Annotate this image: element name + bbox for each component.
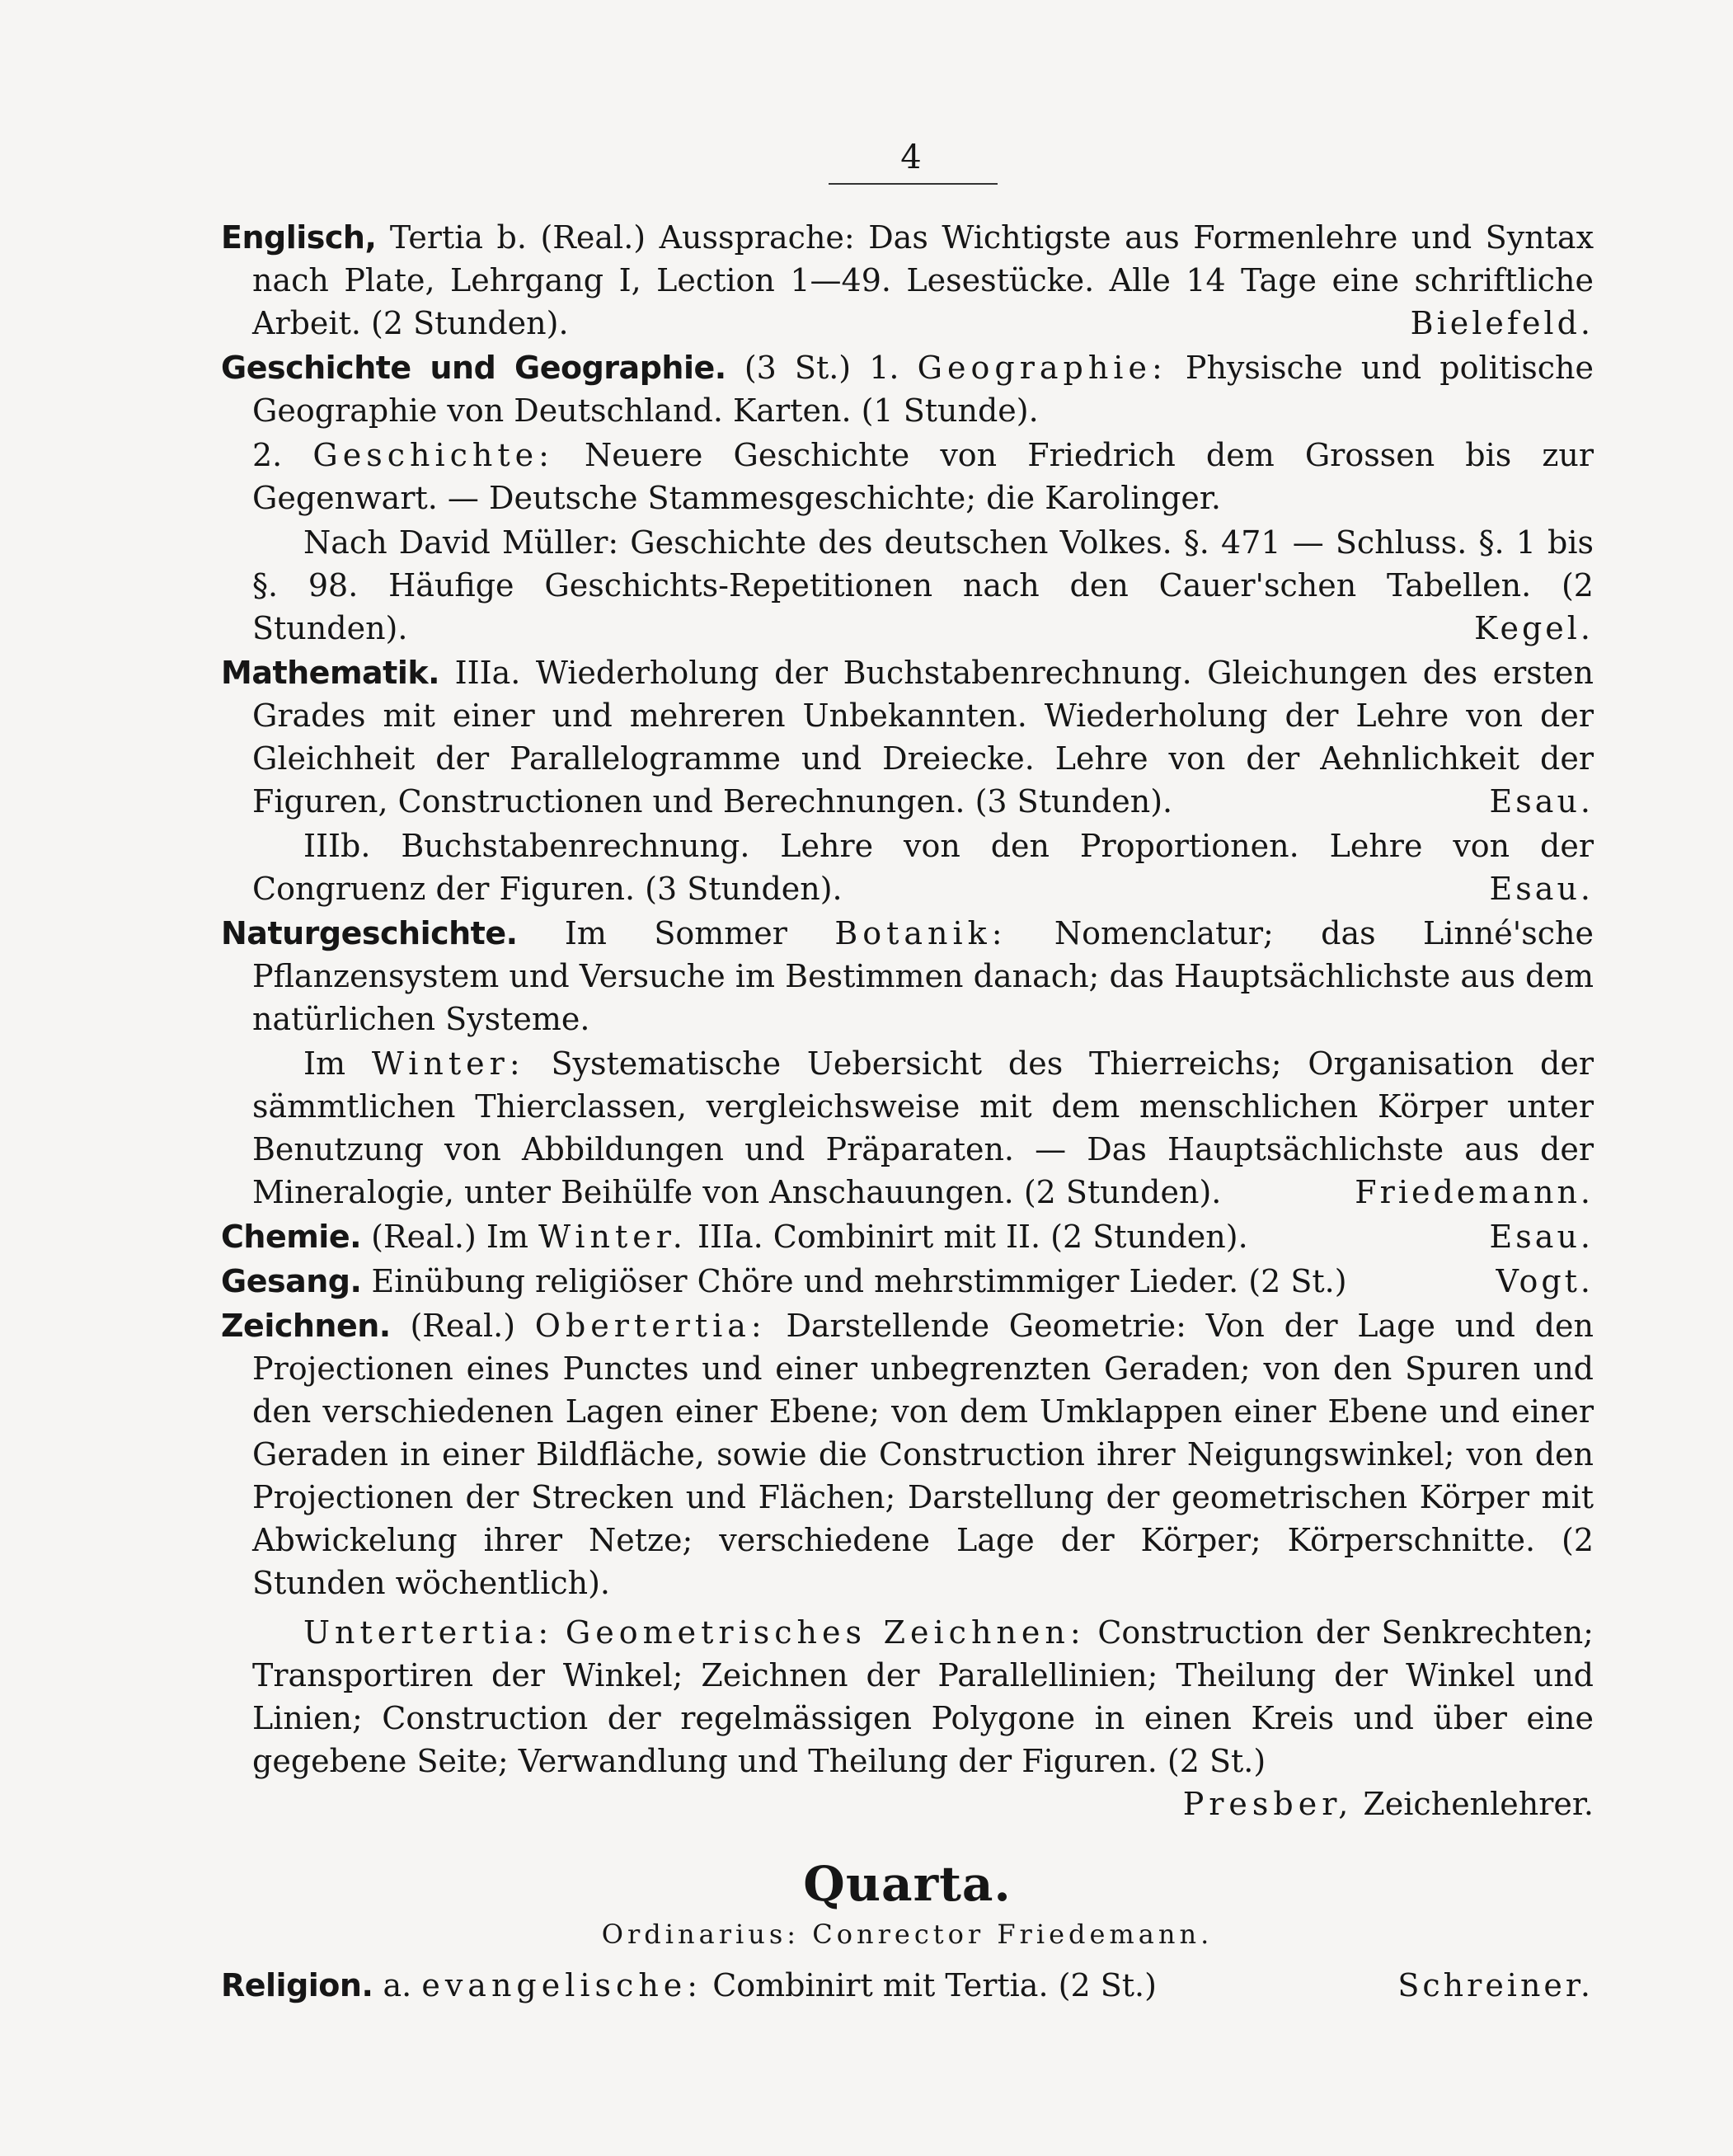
section-lead: (3 St.) 1. [744,350,899,386]
teacher-signature: Esau. [1489,783,1594,820]
section-zeichnen-p1 [221,1304,1594,1604]
section-heading: Gesang. [221,1263,362,1299]
teacher-signature: Esau. [1489,1219,1594,1255]
spaced-term: Botanik: [834,915,1007,951]
class-ordinarius: Ordinarius: Conrector Friedemann. [601,1919,1214,1950]
section-geschichte-p3 [221,521,1594,650]
section-text: Combinirt mit Tertia. (2 St.) [712,1967,1157,2003]
section-text: Tertia b. (Real.) Aussprache: Das Wichtigste aus Formenlehre und Syntax nach Plate, Lehrgang I, Lection 1—49. Lesestücke. Alle 14 Tage eine schriftliche Arbeit. (2 Stunden). [252,219,1594,341]
section-naturgeschichte-p1 [221,912,1594,1040]
section-mathematik-p2 [221,824,1594,910]
teacher-signature: Vogt. [1496,1263,1594,1299]
header-rule [829,183,998,185]
section-text: Systematische Uebersicht des Thierreichs; Organisation der sämmtlichen Thierclassen, vergleichsweise mit dem menschlichen Körper unter Benutzung von Abbildungen und Präparaten. — Das Hauptsächlichste aus der Mineralogie, unter Beihülfe von Anschauungen. (2 Stunden). [252,1045,1594,1210]
section-lead: 2. [252,437,283,473]
section-naturgeschichte-p2 [221,1042,1594,1214]
section-geschichte-p1 [221,346,1594,432]
section-text: IIIa. Wiederholung der Buchstabenrechnung. Gleichungen des ersten Grades mit einer und mehreren Unbekannten. Wiederholung der Lehre von der Gleichheit der Parallelogramme und Dreiecke. Lehre von der Aehnlichkeit der Figuren, Constructionen und Berechnungen. (3 Stunden). [252,655,1594,820]
section-lead: Im Sommer [564,915,787,951]
section-text: Einübung religiöser Chöre und mehrstimmiger Lieder. (2 St.) [371,1263,1347,1299]
spaced-term: Winter. [538,1219,688,1255]
spaced-term: Geometrisches Zeichnen: [565,1614,1086,1651]
section-lead: (Real.) Im [371,1219,528,1255]
section-text: IIIb. Buchstabenrechnung. Lehre von den Proportionen. Lehre von der Congruenz der Figuren. (3 Stunden). [252,828,1594,907]
spaced-term: evangelische: [421,1967,703,2003]
section-heading: Naturgeschichte. [221,915,518,951]
section-lead: (Real.) [410,1308,516,1344]
spaced-term: Geschichte: [312,437,554,473]
section-zeichnen-p2 [221,1611,1594,1825]
section-geschichte-p2 [221,434,1594,519]
teacher-signature [1132,1783,1594,1825]
teacher-signature: Kegel. [1474,610,1594,646]
section-englisch [221,216,1594,345]
section-text: Construction der Senkrechten; Transportiren der Winkel; Zeichnen der Parallellinien; Theilung der Winkel und Linien; Construction der regelmässigen Polygone in einen Kreis und über eine gegebene Seite; Verwandlung und Theilung der Figuren. (2 St.) [252,1614,1594,1779]
signature-name: Presber, [1182,1786,1354,1822]
section-lead: a. [383,1967,412,2003]
spaced-term: Obertertia: [534,1308,767,1344]
class-title: Quarta. [803,1856,1012,1912]
section-heading: Chemie. [221,1219,362,1255]
teacher-signature: Bielefeld. [1410,305,1594,341]
teacher-signature: Esau. [1489,871,1594,907]
spaced-term: Geographie: [917,350,1167,386]
document-body [221,216,1594,2008]
section-religion [221,1964,1594,2007]
section-heading: Zeichnen. [221,1308,391,1344]
teacher-signature: Schreiner. [1397,1967,1594,2003]
section-heading: Mathematik. [221,655,440,691]
section-heading: Religion. [221,1967,373,2003]
section-gesang [221,1260,1594,1303]
section-text: Darstellende Geometrie: Von der Lage und den Projectionen eines Punctes und einer unbegrenzten Geraden; von den Spuren und den verschiedenen Lagen einer Ebene; von dem Umklappen einer Ebene und einer Geraden in einer Bildfläche, sowie die Construction ihrer Neigungswinkel; von den Projectionen der Strecken und Flächen; Darstellung der geometrischen Körper mit Abwickelung ihrer Netze; verschiedene Lage der Körper; Körperschnitte. (2 Stunden wöchentlich). [252,1308,1594,1601]
section-text: Nach David Müller: Geschichte des deutschen Volkes. §. 471 — Schluss. §. 1 bis §. 98. Häufige Geschichts-Repetitionen nach den Cauer'schen Tabellen. (2 Stunden). [252,524,1594,646]
section-mathematik-p1 [221,651,1594,823]
signature-title: Zeichenlehrer. [1363,1786,1594,1822]
section-text: Physische und politische Geographie von Deutschland. Karten. (1 Stunde). [252,350,1594,429]
section-text: Neuere Geschichte von Friedrich dem Grossen bis zur Gegenwart. — Deutsche Stammesgeschichte; die Karolinger. [252,437,1594,516]
spaced-term: Winter: [371,1045,525,1082]
section-chemie [221,1215,1594,1258]
spaced-term: Untertertia: [303,1614,554,1651]
section-heading: Englisch, [221,219,377,256]
teacher-signature: Friedemann. [1355,1174,1594,1210]
section-text: Nomenclatur; das Linné'sche Pflanzensystem und Versuche im Bestimmen danach; das Hauptsächlichste aus dem natürlichen Systeme. [252,915,1594,1037]
section-heading: Geschichte und Geographie. [221,350,726,386]
section-text: IIIa. Combinirt mit II. (2 Stunden). [697,1219,1248,1255]
section-lead: Im [303,1045,346,1082]
page-number: 4 [900,139,922,176]
